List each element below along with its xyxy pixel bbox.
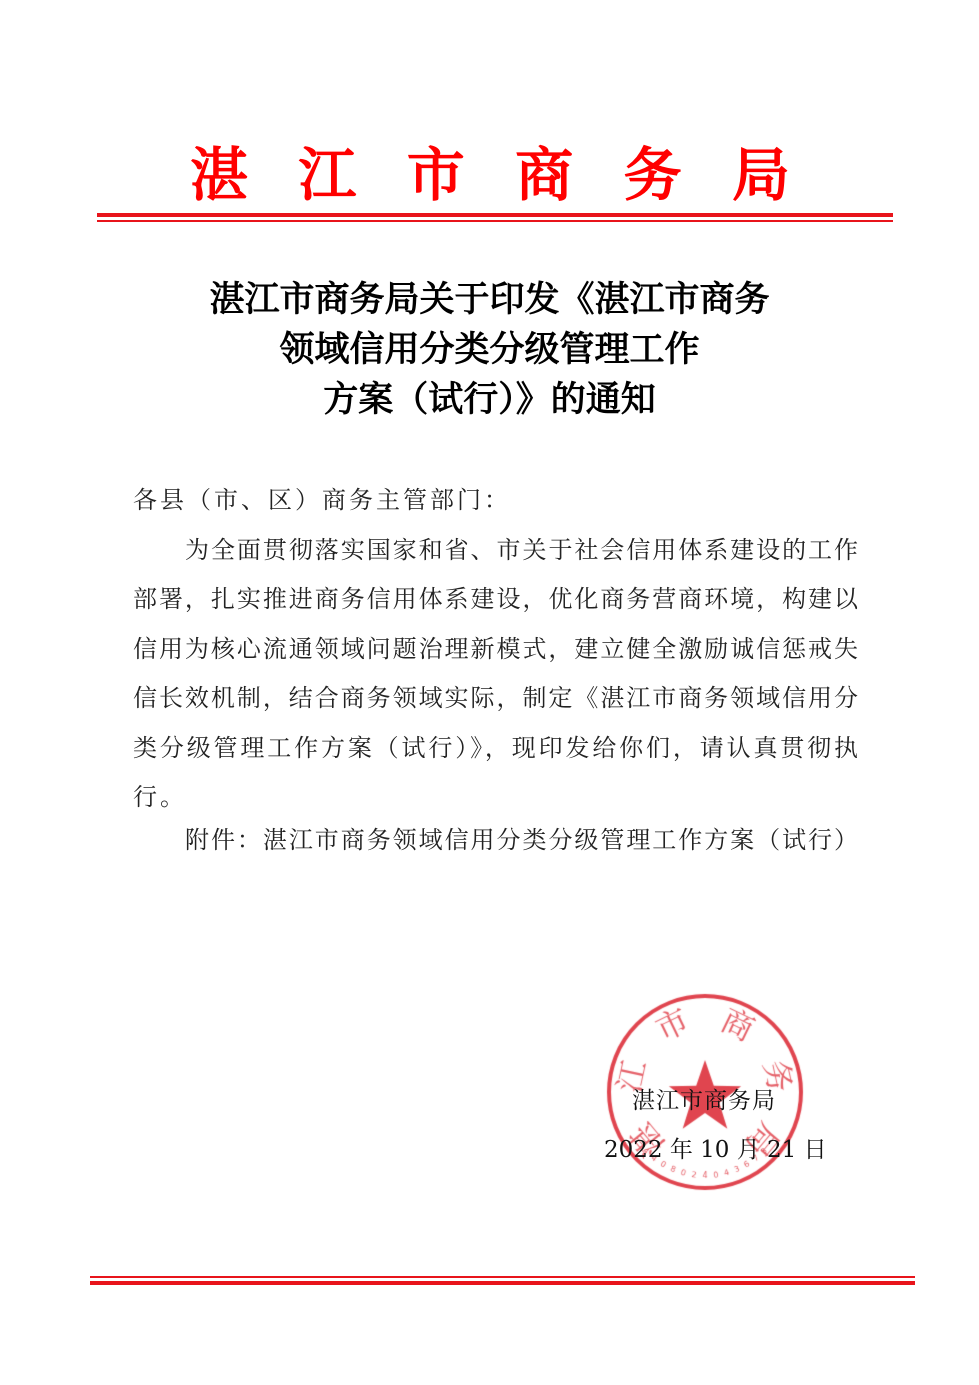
header-char: 市 (406, 141, 465, 209)
paragraph-line: 类分级管理工作方案（试行）》，现印发给你们，请认真贯彻执 (133, 734, 858, 762)
title-line: 方案（试行）》的通知 (323, 380, 656, 420)
paragraph-line: 信用为核心流通领域问题治理新模式，建立健全激励诚信惩戒失 (133, 635, 858, 663)
issuing-authority-header (190, 140, 790, 210)
salutation: 各县（市、区）商务主管部门： (133, 486, 511, 514)
footer-rule-thick (90, 1281, 915, 1285)
signature-org: 湛江市商务局 (632, 1088, 776, 1114)
header-char: 湛 (190, 141, 249, 209)
attachment-line: 附件：湛江市商务领域信用分类分级管理工作方案（试行） (185, 826, 858, 854)
paragraph-line: 行。 (133, 783, 187, 811)
paragraph-line: 信长效机制，结合商务领域实际，制定《湛江市商务领域信用分 (133, 684, 858, 712)
paragraph-line: 部署，扎实推进商务信用体系建设，优化商务营商环境，构建以 (133, 585, 858, 613)
header-rule-thin (97, 220, 893, 222)
document-title (0, 275, 979, 425)
header-char: 江 (298, 141, 357, 209)
header-char: 局 (731, 141, 790, 209)
title-line: 领域信用分类分级管理工作 (279, 330, 700, 370)
header-rule-thick (97, 213, 893, 217)
signature-date: 2022 年 10 月 21 日 (604, 1137, 827, 1163)
header-char: 商 (515, 141, 574, 209)
paragraph-line: 为全面贯彻落实国家和省、市关于社会信用体系建设的工作 (185, 536, 858, 564)
header-char: 务 (623, 141, 682, 209)
title-line: 湛江市商务局关于印发《湛江市商务 (209, 280, 770, 320)
footer-rule-thin (90, 1276, 915, 1278)
